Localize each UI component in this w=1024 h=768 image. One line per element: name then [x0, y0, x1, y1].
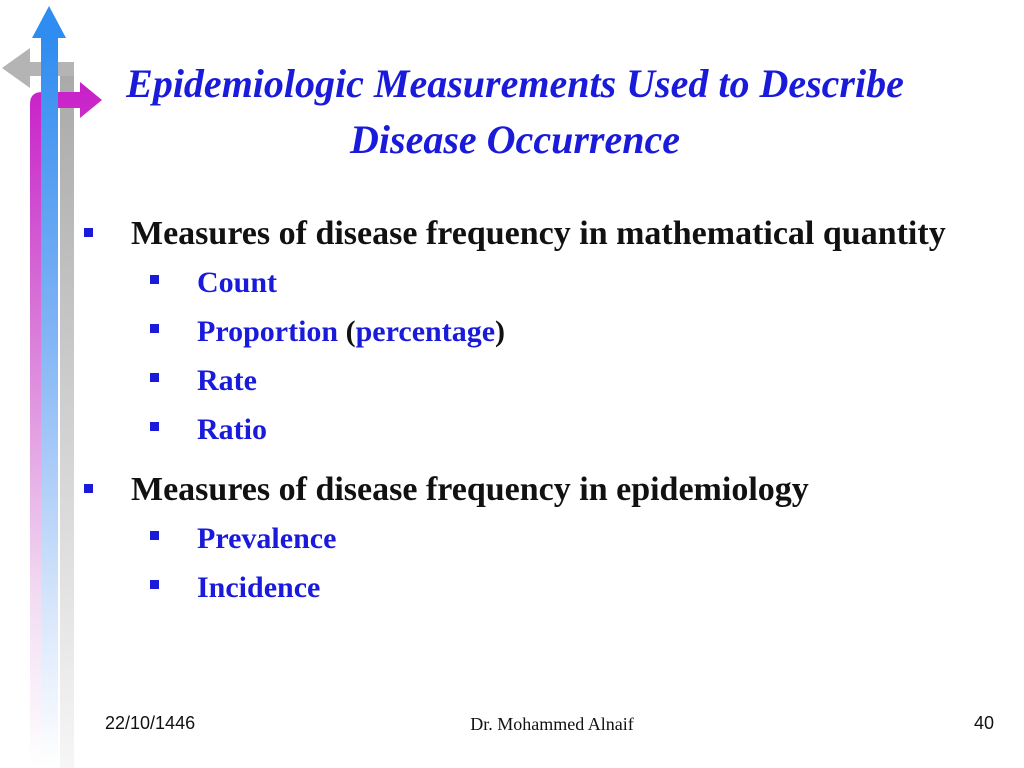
page-number: 40	[973, 713, 994, 733]
list-item-label: Rate	[197, 364, 257, 397]
list-item-label: Proportion	[197, 315, 339, 348]
list-item	[80, 563, 980, 612]
paren-close: )	[495, 315, 506, 348]
section-heading-math	[80, 210, 980, 258]
paren-open: (	[345, 315, 356, 348]
square-bullet-icon	[150, 275, 159, 284]
list-item	[80, 356, 980, 405]
list-item-label: Incidence	[197, 571, 321, 604]
square-bullet-icon	[84, 228, 93, 237]
list-item-label: Ratio	[197, 413, 267, 446]
footer-date: 22/10/1446	[105, 713, 196, 733]
square-bullet-icon	[150, 422, 159, 431]
slide-content	[80, 210, 980, 612]
square-bullet-icon	[150, 580, 159, 589]
list-item	[80, 258, 980, 307]
section-heading-text: Measures of disease frequency in epidemiology	[131, 471, 809, 508]
square-bullet-icon	[150, 373, 159, 382]
square-bullet-icon	[150, 324, 159, 333]
square-bullet-icon	[150, 531, 159, 540]
slide-title: Epidemiologic Measurements Used to Describe Disease Occurrence	[126, 61, 904, 162]
list-item-label: Count	[197, 266, 278, 299]
square-bullet-icon	[84, 484, 93, 493]
list-item	[80, 307, 980, 356]
list-item-label: Prevalence	[197, 522, 337, 555]
section-heading-text: Measures of disease frequency in mathematical quantity	[131, 215, 946, 252]
section-heading-epidemiology	[80, 466, 980, 514]
list-item	[80, 514, 980, 563]
list-item	[80, 405, 980, 454]
footer-author: Dr. Mohammed Alnaif	[470, 714, 634, 734]
list-item-paren-text: percentage	[355, 315, 496, 348]
